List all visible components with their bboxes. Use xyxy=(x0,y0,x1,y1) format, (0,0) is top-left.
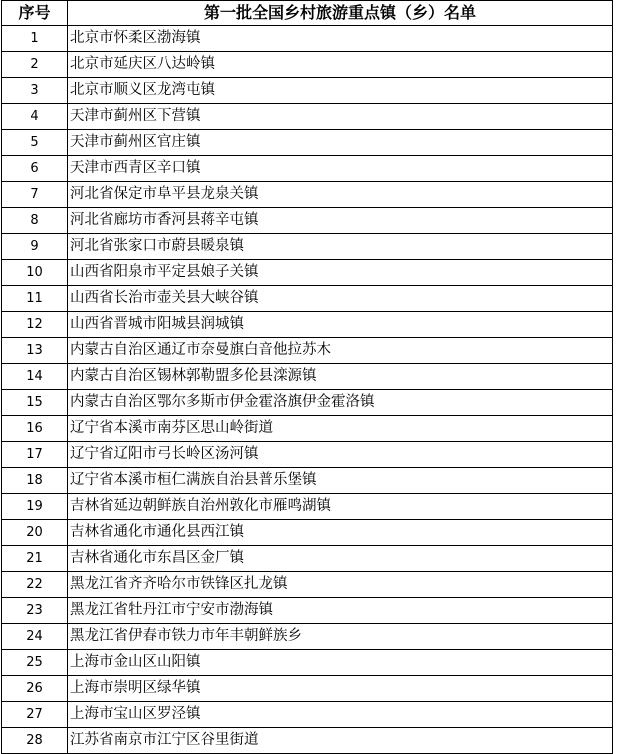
row-name-cell[interactable]: 北京市怀柔区渤海镇 xyxy=(68,26,613,52)
row-name-cell[interactable]: 黑龙江省牡丹江市宁安市渤海镇 xyxy=(68,598,613,624)
table-row xyxy=(2,598,613,624)
table-row xyxy=(2,468,613,494)
table-row xyxy=(2,312,613,338)
row-name-cell[interactable]: 辽宁省辽阳市弓长岭区汤河镇 xyxy=(68,442,613,468)
row-index-cell[interactable]: 5 xyxy=(2,130,68,156)
table-row xyxy=(2,182,613,208)
table-row xyxy=(2,494,613,520)
row-index-cell[interactable]: 8 xyxy=(2,208,68,234)
table-row xyxy=(2,286,613,312)
table-row xyxy=(2,156,613,182)
table-row xyxy=(2,416,613,442)
table-row xyxy=(2,702,613,728)
row-index-cell[interactable]: 6 xyxy=(2,156,68,182)
table-row xyxy=(2,78,613,104)
table-row xyxy=(2,572,613,598)
table-row xyxy=(2,234,613,260)
table-row xyxy=(2,546,613,572)
row-index-cell[interactable]: 26 xyxy=(2,676,68,702)
table-row xyxy=(2,52,613,78)
row-name-cell[interactable]: 河北省保定市阜平县龙泉关镇 xyxy=(68,182,613,208)
row-index-cell[interactable]: 17 xyxy=(2,442,68,468)
table-body xyxy=(2,26,613,754)
row-index-cell[interactable]: 15 xyxy=(2,390,68,416)
row-index-cell[interactable]: 13 xyxy=(2,338,68,364)
row-name-cell[interactable]: 内蒙古自治区锡林郭勒盟多伦县滦源镇 xyxy=(68,364,613,390)
table-row xyxy=(2,650,613,676)
row-index-cell[interactable]: 11 xyxy=(2,286,68,312)
row-index-cell[interactable]: 22 xyxy=(2,572,68,598)
row-name-cell[interactable]: 天津市蓟州区下营镇 xyxy=(68,104,613,130)
row-index-cell[interactable]: 20 xyxy=(2,520,68,546)
table-row xyxy=(2,260,613,286)
row-index-cell[interactable]: 28 xyxy=(2,728,68,754)
row-index-cell[interactable]: 24 xyxy=(2,624,68,650)
table-row xyxy=(2,104,613,130)
row-name-cell[interactable]: 辽宁省本溪市南芬区思山岭街道 xyxy=(68,416,613,442)
row-name-cell[interactable]: 黑龙江省伊春市铁力市年丰朝鲜族乡 xyxy=(68,624,613,650)
table-row xyxy=(2,208,613,234)
row-index-cell[interactable]: 12 xyxy=(2,312,68,338)
row-index-cell[interactable]: 10 xyxy=(2,260,68,286)
row-name-cell[interactable]: 黑龙江省齐齐哈尔市铁锋区扎龙镇 xyxy=(68,572,613,598)
row-name-cell[interactable]: 天津市蓟州区官庄镇 xyxy=(68,130,613,156)
row-index-cell[interactable]: 9 xyxy=(2,234,68,260)
header-title-cell[interactable]: 第一批全国乡村旅游重点镇（乡）名单 xyxy=(68,1,613,26)
row-index-cell[interactable]: 16 xyxy=(2,416,68,442)
table-row xyxy=(2,624,613,650)
table-row xyxy=(2,676,613,702)
row-name-cell[interactable]: 上海市金山区山阳镇 xyxy=(68,650,613,676)
row-index-cell[interactable]: 21 xyxy=(2,546,68,572)
row-name-cell[interactable]: 河北省张家口市蔚县暖泉镇 xyxy=(68,234,613,260)
row-index-cell[interactable]: 3 xyxy=(2,78,68,104)
row-name-cell[interactable]: 吉林省通化市东昌区金厂镇 xyxy=(68,546,613,572)
table-row xyxy=(2,390,613,416)
table-row xyxy=(2,130,613,156)
header-index-cell[interactable]: 序号 xyxy=(2,1,68,26)
row-index-cell[interactable]: 2 xyxy=(2,52,68,78)
row-name-cell[interactable]: 江苏省南京市江宁区谷里街道 xyxy=(68,728,613,754)
row-index-cell[interactable]: 4 xyxy=(2,104,68,130)
row-index-cell[interactable]: 19 xyxy=(2,494,68,520)
row-name-cell[interactable]: 辽宁省本溪市桓仁满族自治县普乐堡镇 xyxy=(68,468,613,494)
table-row xyxy=(2,442,613,468)
row-name-cell[interactable]: 山西省长治市壶关县大峡谷镇 xyxy=(68,286,613,312)
row-index-cell[interactable]: 18 xyxy=(2,468,68,494)
table-row xyxy=(2,364,613,390)
row-name-cell[interactable]: 内蒙古自治区通辽市奈曼旗白音他拉苏木 xyxy=(68,338,613,364)
header-row xyxy=(2,1,613,26)
row-name-cell[interactable]: 北京市延庆区八达岭镇 xyxy=(68,52,613,78)
row-index-cell[interactable]: 14 xyxy=(2,364,68,390)
row-name-cell[interactable]: 北京市顺义区龙湾屯镇 xyxy=(68,78,613,104)
row-name-cell[interactable]: 内蒙古自治区鄂尔多斯市伊金霍洛旗伊金霍洛镇 xyxy=(68,390,613,416)
township-list-table xyxy=(1,0,613,754)
row-index-cell[interactable]: 7 xyxy=(2,182,68,208)
row-name-cell[interactable]: 吉林省延边朝鲜族自治州敦化市雁鸣湖镇 xyxy=(68,494,613,520)
table-row xyxy=(2,338,613,364)
row-index-cell[interactable]: 23 xyxy=(2,598,68,624)
row-name-cell[interactable]: 上海市崇明区绿华镇 xyxy=(68,676,613,702)
row-name-cell[interactable]: 山西省晋城市阳城县润城镇 xyxy=(68,312,613,338)
row-name-cell[interactable]: 上海市宝山区罗泾镇 xyxy=(68,702,613,728)
row-index-cell[interactable]: 27 xyxy=(2,702,68,728)
row-name-cell[interactable]: 天津市西青区辛口镇 xyxy=(68,156,613,182)
row-name-cell[interactable]: 河北省廊坊市香河县蒋辛屯镇 xyxy=(68,208,613,234)
table-row xyxy=(2,520,613,546)
row-index-cell[interactable]: 25 xyxy=(2,650,68,676)
table-row xyxy=(2,26,613,52)
row-name-cell[interactable]: 吉林省通化市通化县西江镇 xyxy=(68,520,613,546)
row-index-cell[interactable]: 1 xyxy=(2,26,68,52)
row-name-cell[interactable]: 山西省阳泉市平定县娘子关镇 xyxy=(68,260,613,286)
